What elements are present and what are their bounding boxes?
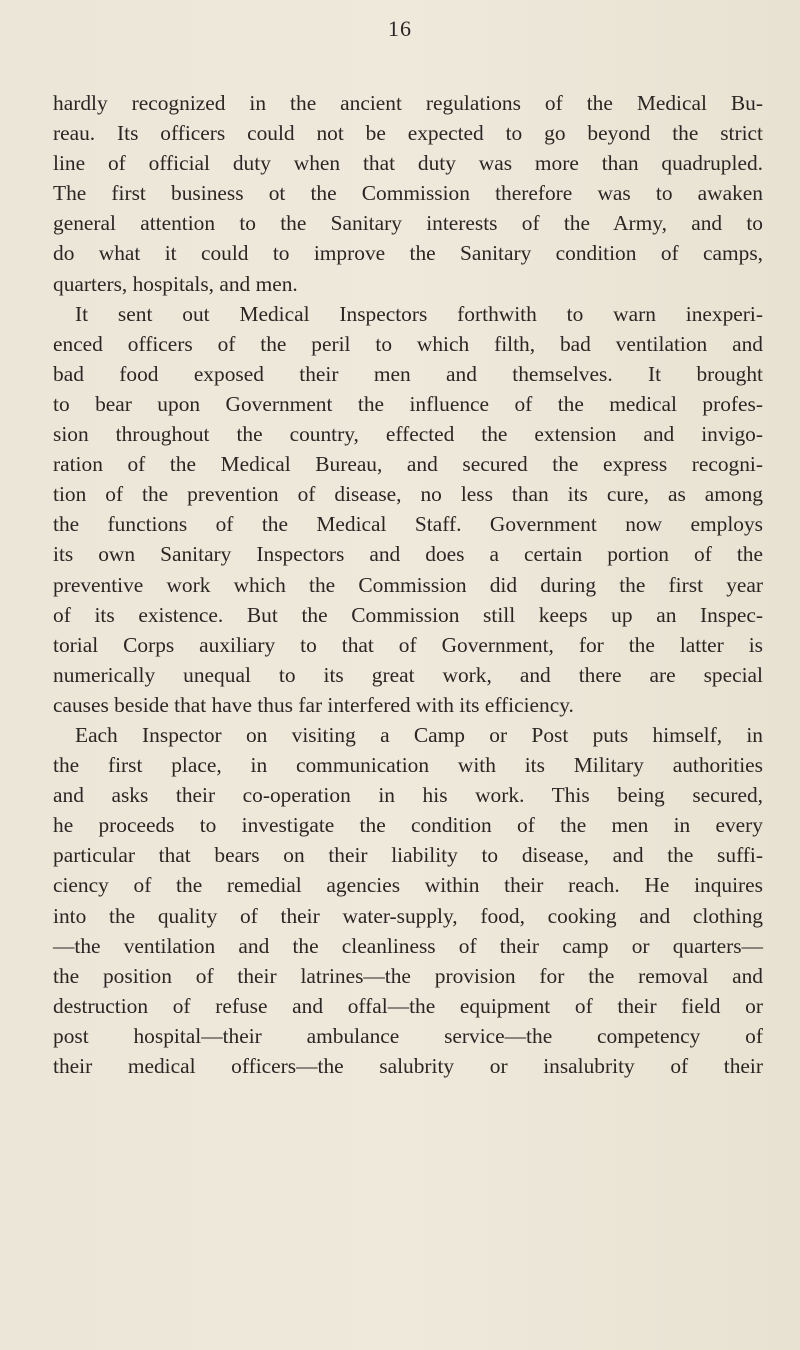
text-line: of its existence. But the Commission still keeps up an Inspec-	[53, 602, 763, 627]
text-line: he proceeds to investigate the condition of the men in every	[53, 813, 763, 838]
text-line: bad food exposed their men and themselves. It brought	[53, 361, 763, 386]
text-line: hardly recognized in the ancient regulations of the Medical Bu-	[53, 91, 763, 115]
text-line: —the ventilation and the cleanliness of their camp or quarters—	[53, 933, 763, 958]
text-line: sion throughout the country, effected the extension and invigo-	[53, 422, 763, 447]
text-line: particular that bears on their liability to disease, and the suffi-	[53, 843, 763, 868]
text-line: ration of the Medical Bureau, and secured the express recogni-	[53, 452, 763, 477]
body-text	[53, 88, 763, 1081]
text-line: It sent out Medical Inspectors forthwith to warn inexperi-	[75, 301, 763, 326]
paragraph-2	[53, 299, 763, 720]
text-line: quarters, hospitals, and men.	[53, 271, 298, 296]
text-line: their medical officers—the salubrity or insalubrity of their	[53, 1054, 763, 1078]
text-line: The first business ot the Commission therefore was to awaken	[53, 181, 763, 206]
text-line: line of official duty when that duty was more than quadrupled.	[53, 151, 763, 176]
text-line: the first place, in communication with its Military authorities	[53, 753, 763, 778]
text-line: reau. Its officers could not be expected to go beyond the strict	[53, 121, 763, 146]
text-line: the functions of the Medical Staff. Government now employs	[53, 512, 763, 537]
text-line: Each Inspector on visiting a Camp or Post puts himself, in	[75, 722, 763, 747]
text-line: do what it could to improve the Sanitary condition of camps,	[53, 241, 763, 266]
text-line: tion of the prevention of disease, no less than its cure, as among	[53, 482, 763, 507]
text-line: causes beside that have thus far interfered with its efficiency.	[53, 692, 574, 717]
text-line: numerically unequal to its great work, and there are special	[53, 662, 763, 687]
text-line: ciency of the remedial agencies within their reach. He inquires	[53, 873, 763, 898]
text-line: preventive work which the Commission did during the first year	[53, 572, 763, 597]
text-line: and asks their co-operation in his work. This being secured,	[53, 783, 763, 808]
text-line: destruction of refuse and offal—the equipment of their field or	[53, 993, 763, 1018]
page-number: 16	[388, 16, 412, 41]
text-line: to bear upon Government the influence of the medical profes-	[53, 391, 763, 416]
paragraph-3	[53, 720, 763, 1081]
paragraph-1	[53, 88, 763, 299]
text-line: torial Corps auxiliary to that of Government, for the latter is	[53, 632, 763, 657]
text-line: its own Sanitary Inspectors and does a certain portion of the	[53, 542, 763, 567]
text-line: into the quality of their water-supply, food, cooking and clothing	[53, 903, 763, 928]
text-line: enced officers of the peril to which filth, bad ventilation and	[53, 331, 763, 356]
text-line: post hospital—their ambulance service—the competency of	[53, 1023, 763, 1048]
text-line: the position of their latrines—the provision for the removal and	[53, 963, 763, 988]
text-line: general attention to the Sanitary interests of the Army, and to	[53, 211, 763, 236]
